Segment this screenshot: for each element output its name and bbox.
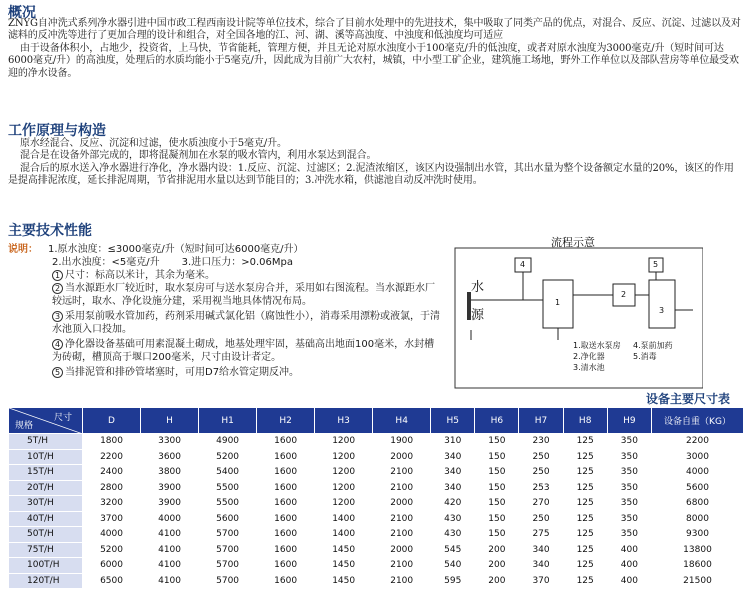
column-header: H7: [519, 408, 563, 434]
specs-label: 说明：: [8, 244, 38, 255]
value-cell: 1400: [315, 511, 373, 527]
value-cell: 350: [607, 480, 651, 496]
value-cell: 340: [519, 542, 563, 558]
value-cell: 250: [519, 449, 563, 465]
column-header: H9: [607, 408, 651, 434]
value-cell: 1450: [315, 542, 373, 558]
value-cell: 370: [519, 573, 563, 589]
value-cell: 2200: [652, 434, 744, 450]
value-cell: 230: [519, 434, 563, 450]
value-cell: 2000: [373, 496, 431, 512]
diagram-legend-item: 1.取送水泵房: [573, 341, 621, 350]
model-cell: 100T/H: [9, 558, 83, 574]
note-text: 尺寸：标高以米计，其余为毫米。: [65, 270, 215, 281]
model-cell: 15T/H: [9, 465, 83, 481]
value-cell: 340: [431, 465, 475, 481]
value-cell: 1900: [373, 434, 431, 450]
value-cell: 250: [519, 511, 563, 527]
note-number: 3: [52, 311, 63, 322]
value-cell: 3300: [141, 434, 199, 450]
principle-title: 工作原理与构造: [8, 123, 106, 139]
value-cell: 400: [607, 573, 651, 589]
model-cell: 10T/H: [9, 449, 83, 465]
value-cell: 1600: [257, 449, 315, 465]
flow-diagram: [453, 236, 703, 390]
value-cell: 125: [563, 434, 607, 450]
principle-paragraph: 混合是在设备外部完成的，即将混凝剂加在水泵的吸水管内，利用水泵达到混合。: [20, 150, 377, 162]
value-cell: 125: [563, 573, 607, 589]
spec-item: 2.出水浊度：<5毫克/升: [52, 257, 160, 268]
value-cell: 5500: [199, 496, 257, 512]
spec-item: 1.原水浊度：≤3000毫克/升（短时间可达6000毫克/升）: [48, 244, 304, 255]
value-cell: 1600: [257, 542, 315, 558]
value-cell: 253: [519, 480, 563, 496]
value-cell: 1450: [315, 573, 373, 589]
value-cell: 1200: [315, 449, 373, 465]
value-cell: 350: [607, 511, 651, 527]
value-cell: 200: [475, 558, 519, 574]
value-cell: 3700: [83, 511, 141, 527]
value-cell: 420: [431, 496, 475, 512]
model-cell: 40T/H: [9, 511, 83, 527]
table-row: [9, 527, 744, 543]
value-cell: 340: [519, 558, 563, 574]
diagram-source-label: 源: [471, 308, 485, 323]
note-text: 当排泥管和排砂管堵塞时，可用D7给水管定期反冲。: [65, 367, 300, 378]
value-cell: 200: [475, 573, 519, 589]
value-cell: 2800: [83, 480, 141, 496]
diagram-title: 流程示意: [551, 236, 595, 249]
value-cell: 4900: [199, 434, 257, 450]
table-row: [9, 449, 744, 465]
column-header: H8: [563, 408, 607, 434]
value-cell: 125: [563, 527, 607, 543]
note-text: 当水源距水厂较近时，取水泵房可与送水泵房合并，采用如右图流程。当水源距水厂较远时，取水、净化设施分建，采用视当地具体情况布局。: [52, 283, 435, 307]
column-header: H2: [257, 408, 315, 434]
value-cell: 2100: [373, 465, 431, 481]
value-cell: 1200: [315, 480, 373, 496]
column-header: H1: [199, 408, 257, 434]
principle-paragraph: 混合后的原水送入净水器进行净化，净水器内设：1.反应、沉淀、过滤区；2.泥渣浓缩区，该区内设强制出水管，其出水量为整个设备额定水量的20%，该区的作用是提高排泥浓度，延长排泥周期，节省排泥用水量以达到节能目的；3.冲洗水箱，供滤池自动反冲洗时使用。: [8, 162, 734, 187]
value-cell: 5500: [199, 480, 257, 496]
diagram-box-label: 5: [653, 260, 659, 269]
value-cell: 1450: [315, 558, 373, 574]
note-number: 2: [52, 283, 63, 294]
model-cell: 5T/H: [9, 434, 83, 450]
value-cell: 125: [563, 465, 607, 481]
value-cell: 275: [519, 527, 563, 543]
value-cell: 125: [563, 558, 607, 574]
table-row: [9, 480, 744, 496]
value-cell: 2100: [373, 558, 431, 574]
column-header: 设备自重（KG）: [652, 408, 744, 434]
value-cell: 150: [475, 434, 519, 450]
note-number: 4: [52, 339, 63, 350]
overview-text: [8, 18, 742, 80]
value-cell: 2100: [373, 480, 431, 496]
value-cell: 430: [431, 527, 475, 543]
value-cell: 4100: [141, 558, 199, 574]
value-cell: 1600: [257, 558, 315, 574]
value-cell: 2100: [373, 527, 431, 543]
value-cell: 4000: [83, 527, 141, 543]
value-cell: 9300: [652, 527, 744, 543]
overview-paragraph: ZNYG自冲洗式系列净水器引进中国市政工程西南设计院等单位技术，综合了目前水处理中的先进技术，集中吸取了同类产品的优点，对混合、反应、沉淀、过滤以及对滤料的反冲洗等进行了更加合理的设计和组合，对全国各地的江、河、湖、溪等高浊度、中浊度和低浊度均可适应: [8, 18, 741, 42]
value-cell: 6000: [83, 558, 141, 574]
value-cell: 150: [475, 511, 519, 527]
model-cell: 120T/H: [9, 573, 83, 589]
value-cell: 3900: [141, 496, 199, 512]
note-text: 采用泵前吸水管加药，药剂采用碱式氯化铝（腐蚀性小），消毒采用漂粉或液氯，于清水池顶入口投加。: [52, 311, 440, 335]
principle-paragraph: 原水经混合、反应、沉淀和过滤，使水质浊度小于5毫克/升。: [20, 138, 287, 149]
diagram-legend-item: 4.泵前加药: [633, 341, 673, 350]
column-header: H3: [315, 408, 373, 434]
value-cell: 350: [607, 465, 651, 481]
value-cell: 150: [475, 480, 519, 496]
model-cell: 30T/H: [9, 496, 83, 512]
model-cell: 50T/H: [9, 527, 83, 543]
value-cell: 540: [431, 558, 475, 574]
value-cell: 5400: [199, 465, 257, 481]
value-cell: 4100: [141, 573, 199, 589]
note-number: 5: [52, 367, 63, 378]
value-cell: 200: [475, 542, 519, 558]
value-cell: 4100: [141, 527, 199, 543]
table-body: [9, 434, 744, 589]
value-cell: 150: [475, 449, 519, 465]
specs-block: [8, 243, 440, 379]
value-cell: 5700: [199, 558, 257, 574]
value-cell: 340: [431, 449, 475, 465]
value-cell: 595: [431, 573, 475, 589]
value-cell: 270: [519, 496, 563, 512]
value-cell: 3800: [141, 465, 199, 481]
value-cell: 350: [607, 496, 651, 512]
value-cell: 430: [431, 511, 475, 527]
value-cell: 8000: [652, 511, 744, 527]
value-cell: 350: [607, 449, 651, 465]
table-row: [9, 558, 744, 574]
value-cell: 2000: [373, 542, 431, 558]
value-cell: 5600: [652, 480, 744, 496]
value-cell: 545: [431, 542, 475, 558]
column-header: H6: [475, 408, 519, 434]
value-cell: 125: [563, 480, 607, 496]
value-cell: 3900: [141, 480, 199, 496]
value-cell: 1600: [257, 465, 315, 481]
dimension-table: [8, 407, 744, 589]
value-cell: 125: [563, 542, 607, 558]
value-cell: 1600: [257, 511, 315, 527]
value-cell: 3200: [83, 496, 141, 512]
value-cell: 150: [475, 527, 519, 543]
value-cell: 1600: [257, 527, 315, 543]
value-cell: 150: [475, 465, 519, 481]
table-title: 设备主要尺寸表: [645, 392, 730, 406]
value-cell: 5600: [199, 511, 257, 527]
column-header: D: [83, 408, 141, 434]
value-cell: 6800: [652, 496, 744, 512]
value-cell: 5700: [199, 573, 257, 589]
column-header: H: [141, 408, 199, 434]
corner-bottom-label: 规格: [15, 421, 34, 431]
principle-text: [8, 138, 742, 188]
value-cell: 21500: [652, 573, 744, 589]
value-cell: 3000: [652, 449, 744, 465]
table-corner-header: [9, 408, 83, 434]
table-row: [9, 511, 744, 527]
value-cell: 5700: [199, 527, 257, 543]
column-header: H4: [373, 408, 431, 434]
value-cell: 2200: [83, 449, 141, 465]
model-cell: 75T/H: [9, 542, 83, 558]
diagram-legend-item: 2.净化器: [573, 352, 605, 361]
value-cell: 350: [607, 527, 651, 543]
value-cell: 4100: [141, 542, 199, 558]
value-cell: 400: [607, 558, 651, 574]
value-cell: 5200: [83, 542, 141, 558]
model-cell: 20T/H: [9, 480, 83, 496]
value-cell: 1200: [315, 496, 373, 512]
value-cell: 2100: [373, 573, 431, 589]
value-cell: 3600: [141, 449, 199, 465]
value-cell: 250: [519, 465, 563, 481]
value-cell: 1800: [83, 434, 141, 450]
column-header: H5: [431, 408, 475, 434]
value-cell: 6500: [83, 573, 141, 589]
diagram-legend-item: 3.清水池: [573, 363, 605, 372]
value-cell: 125: [563, 511, 607, 527]
value-cell: 1600: [257, 496, 315, 512]
diagram-box-label: 2: [621, 290, 627, 299]
specs-title: 主要技术性能: [8, 223, 92, 239]
value-cell: 400: [607, 542, 651, 558]
value-cell: 4000: [652, 465, 744, 481]
value-cell: 18600: [652, 558, 744, 574]
table-header-row: [9, 408, 744, 434]
value-cell: 4000: [141, 511, 199, 527]
table-row: [9, 496, 744, 512]
value-cell: 350: [607, 434, 651, 450]
value-cell: 125: [563, 496, 607, 512]
note-text: 净化器设备基础可用素混凝土砌成，地基处理牢固，基础高出地面100毫米，水封槽为砖砌，槽顶高于堰口200毫米，尺寸由设计者定。: [52, 339, 435, 363]
value-cell: 310: [431, 434, 475, 450]
value-cell: 1600: [257, 480, 315, 496]
overview-paragraph: 由于设备体积小，占地少，投资省，上马快，节省能耗，管理方便，并且无论对原水浊度小于100毫克/升的低浊度，或者对原水浊度为3000毫克/升（短时间可达6000毫克/升）的高浊度，处理后的水质均能小于5毫克/升，因此成为目前广大农村，城镇，中小型工矿企业，建筑施工场地，野外工作单位以及部队营房等单位最受欢迎的净水设备。: [8, 42, 739, 79]
table-row: [9, 573, 744, 589]
diagram-source-label: 水: [471, 280, 485, 295]
corner-top-label: 尺寸: [53, 413, 72, 423]
value-cell: 1400: [315, 527, 373, 543]
value-cell: 2100: [373, 511, 431, 527]
table-row: [9, 434, 744, 450]
diagram-box-label: 3: [659, 306, 665, 315]
value-cell: 340: [431, 480, 475, 496]
value-cell: 5200: [199, 449, 257, 465]
diagram-box-label: 4: [520, 260, 526, 269]
note-number: 1: [52, 270, 63, 281]
value-cell: 1600: [257, 573, 315, 589]
diagram-legend-item: 5.消毒: [633, 352, 657, 361]
value-cell: 1200: [315, 465, 373, 481]
value-cell: 2000: [373, 449, 431, 465]
table-row: [9, 465, 744, 481]
spec-item: 3.进口压力：>0.06Mpa: [181, 257, 293, 268]
value-cell: 13800: [652, 542, 744, 558]
value-cell: 1600: [257, 434, 315, 450]
value-cell: 125: [563, 449, 607, 465]
value-cell: 5700: [199, 542, 257, 558]
value-cell: 1200: [315, 434, 373, 450]
value-cell: 150: [475, 496, 519, 512]
value-cell: 2400: [83, 465, 141, 481]
overview-title: 概况: [8, 5, 36, 21]
table-row: [9, 542, 744, 558]
diagram-box-label: 1: [555, 298, 561, 307]
